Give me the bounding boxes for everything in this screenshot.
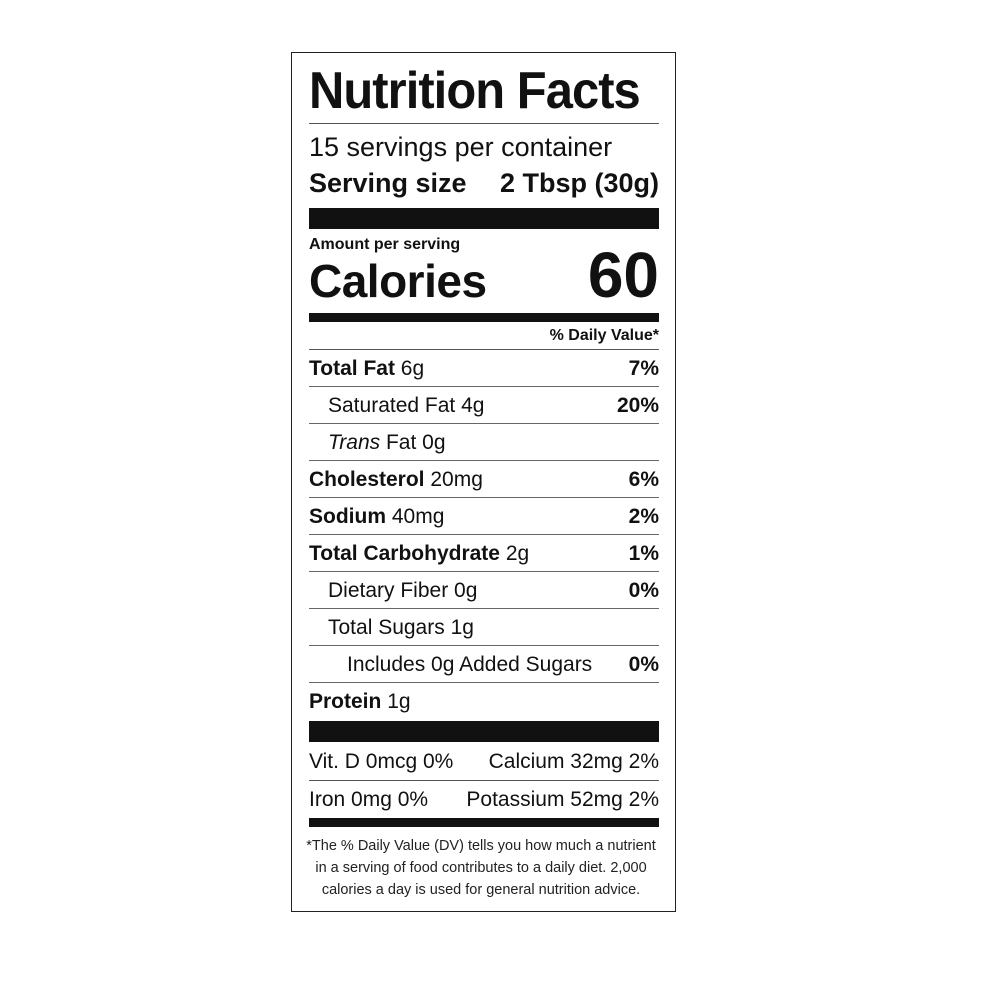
nutrient-row-total-sugars (309, 609, 659, 646)
nutrient-row-dietary-fiber (309, 572, 659, 609)
nutrient-name: Cholesterol (309, 468, 425, 491)
thick-divider-top (309, 208, 659, 229)
label-content (306, 53, 659, 911)
nutrient-name: Total Fat (309, 357, 395, 380)
nutrient-name: Includes 0g Added Sugars (347, 653, 593, 676)
potassium: Potassium 52mg 2% (466, 788, 659, 811)
nutrient-amount: 6g (400, 357, 425, 380)
nutrient-amount: 2g (505, 542, 530, 565)
footnote-divider (309, 818, 659, 827)
nutrient-row-saturated-fat (309, 387, 659, 424)
nutrient-row-total-fat (309, 350, 659, 387)
nutrient-name: Fat (385, 431, 417, 454)
nutrient-row-trans-fat (309, 424, 659, 461)
nutrient-amount: 40mg (391, 505, 445, 528)
nutrient-amount: 1g (387, 690, 411, 713)
nutrient-dv: 6% (628, 468, 659, 491)
vitamin-d: Vit. D 0mcg 0% (309, 750, 454, 773)
nutrient-dv: 7% (628, 357, 659, 380)
calories-label: Calories (309, 255, 487, 307)
nutrient-dv: 2% (628, 505, 659, 528)
nutrient-row-cholesterol (309, 461, 659, 498)
nutrient-name-italic: Trans (328, 431, 381, 454)
serving-size-label: Serving size (309, 168, 467, 198)
nutrient-name: Total Sugars (328, 616, 445, 639)
serving-size-line (309, 167, 659, 199)
nutrient-row-protein (309, 683, 659, 720)
nutrient-dv: 1% (628, 542, 659, 565)
daily-value-header: % Daily Value* (549, 327, 659, 344)
title-divider (309, 123, 659, 124)
nutrient-amount: 0g (454, 579, 478, 602)
servings-per-container: 15 servings per container (309, 132, 613, 162)
nutrient-name: Total Carbohydrate (309, 542, 500, 565)
nutrient-dv: 0% (628, 653, 659, 676)
serving-size-value: 2 Tbsp (30g) (499, 168, 659, 198)
nutrient-row-added-sugars (309, 646, 659, 683)
nutrient-dv: 20% (616, 394, 659, 417)
nutrient-name: Sodium (309, 505, 386, 528)
label-title: Nutrition Facts (309, 62, 640, 120)
nutrient-amount: 1g (450, 616, 474, 639)
nutrient-name: Saturated Fat (328, 394, 456, 417)
nutrient-amount: 0g (422, 431, 446, 454)
calories-value: 60 (587, 239, 659, 311)
amount-per-serving: Amount per serving (309, 236, 461, 253)
medium-divider (309, 313, 659, 322)
thick-divider-bottom (309, 721, 659, 742)
nutrient-dv: 0% (628, 579, 659, 602)
nutrient-amount: 4g (461, 394, 485, 417)
nutrient-row-total-carbohydrate (309, 535, 659, 572)
vitamin-row-1 (309, 743, 659, 780)
nutrition-facts-label (291, 52, 676, 912)
nutrient-name: Dietary Fiber (328, 579, 449, 602)
nutrient-row-sodium (309, 498, 659, 535)
daily-value-footnote: *The % Daily Value (DV) tells you how much a nutrient in a serving of food contributes to a daily diet. 2,000 calories a day is used for general nutrition advice. (306, 838, 656, 898)
vitamin-row-2 (309, 781, 659, 818)
calcium: Calcium 32mg 2% (488, 750, 659, 773)
nutrient-name: Protein (309, 690, 382, 713)
nutrient-amount: 20mg (430, 468, 483, 491)
iron: Iron 0mg 0% (309, 788, 429, 811)
